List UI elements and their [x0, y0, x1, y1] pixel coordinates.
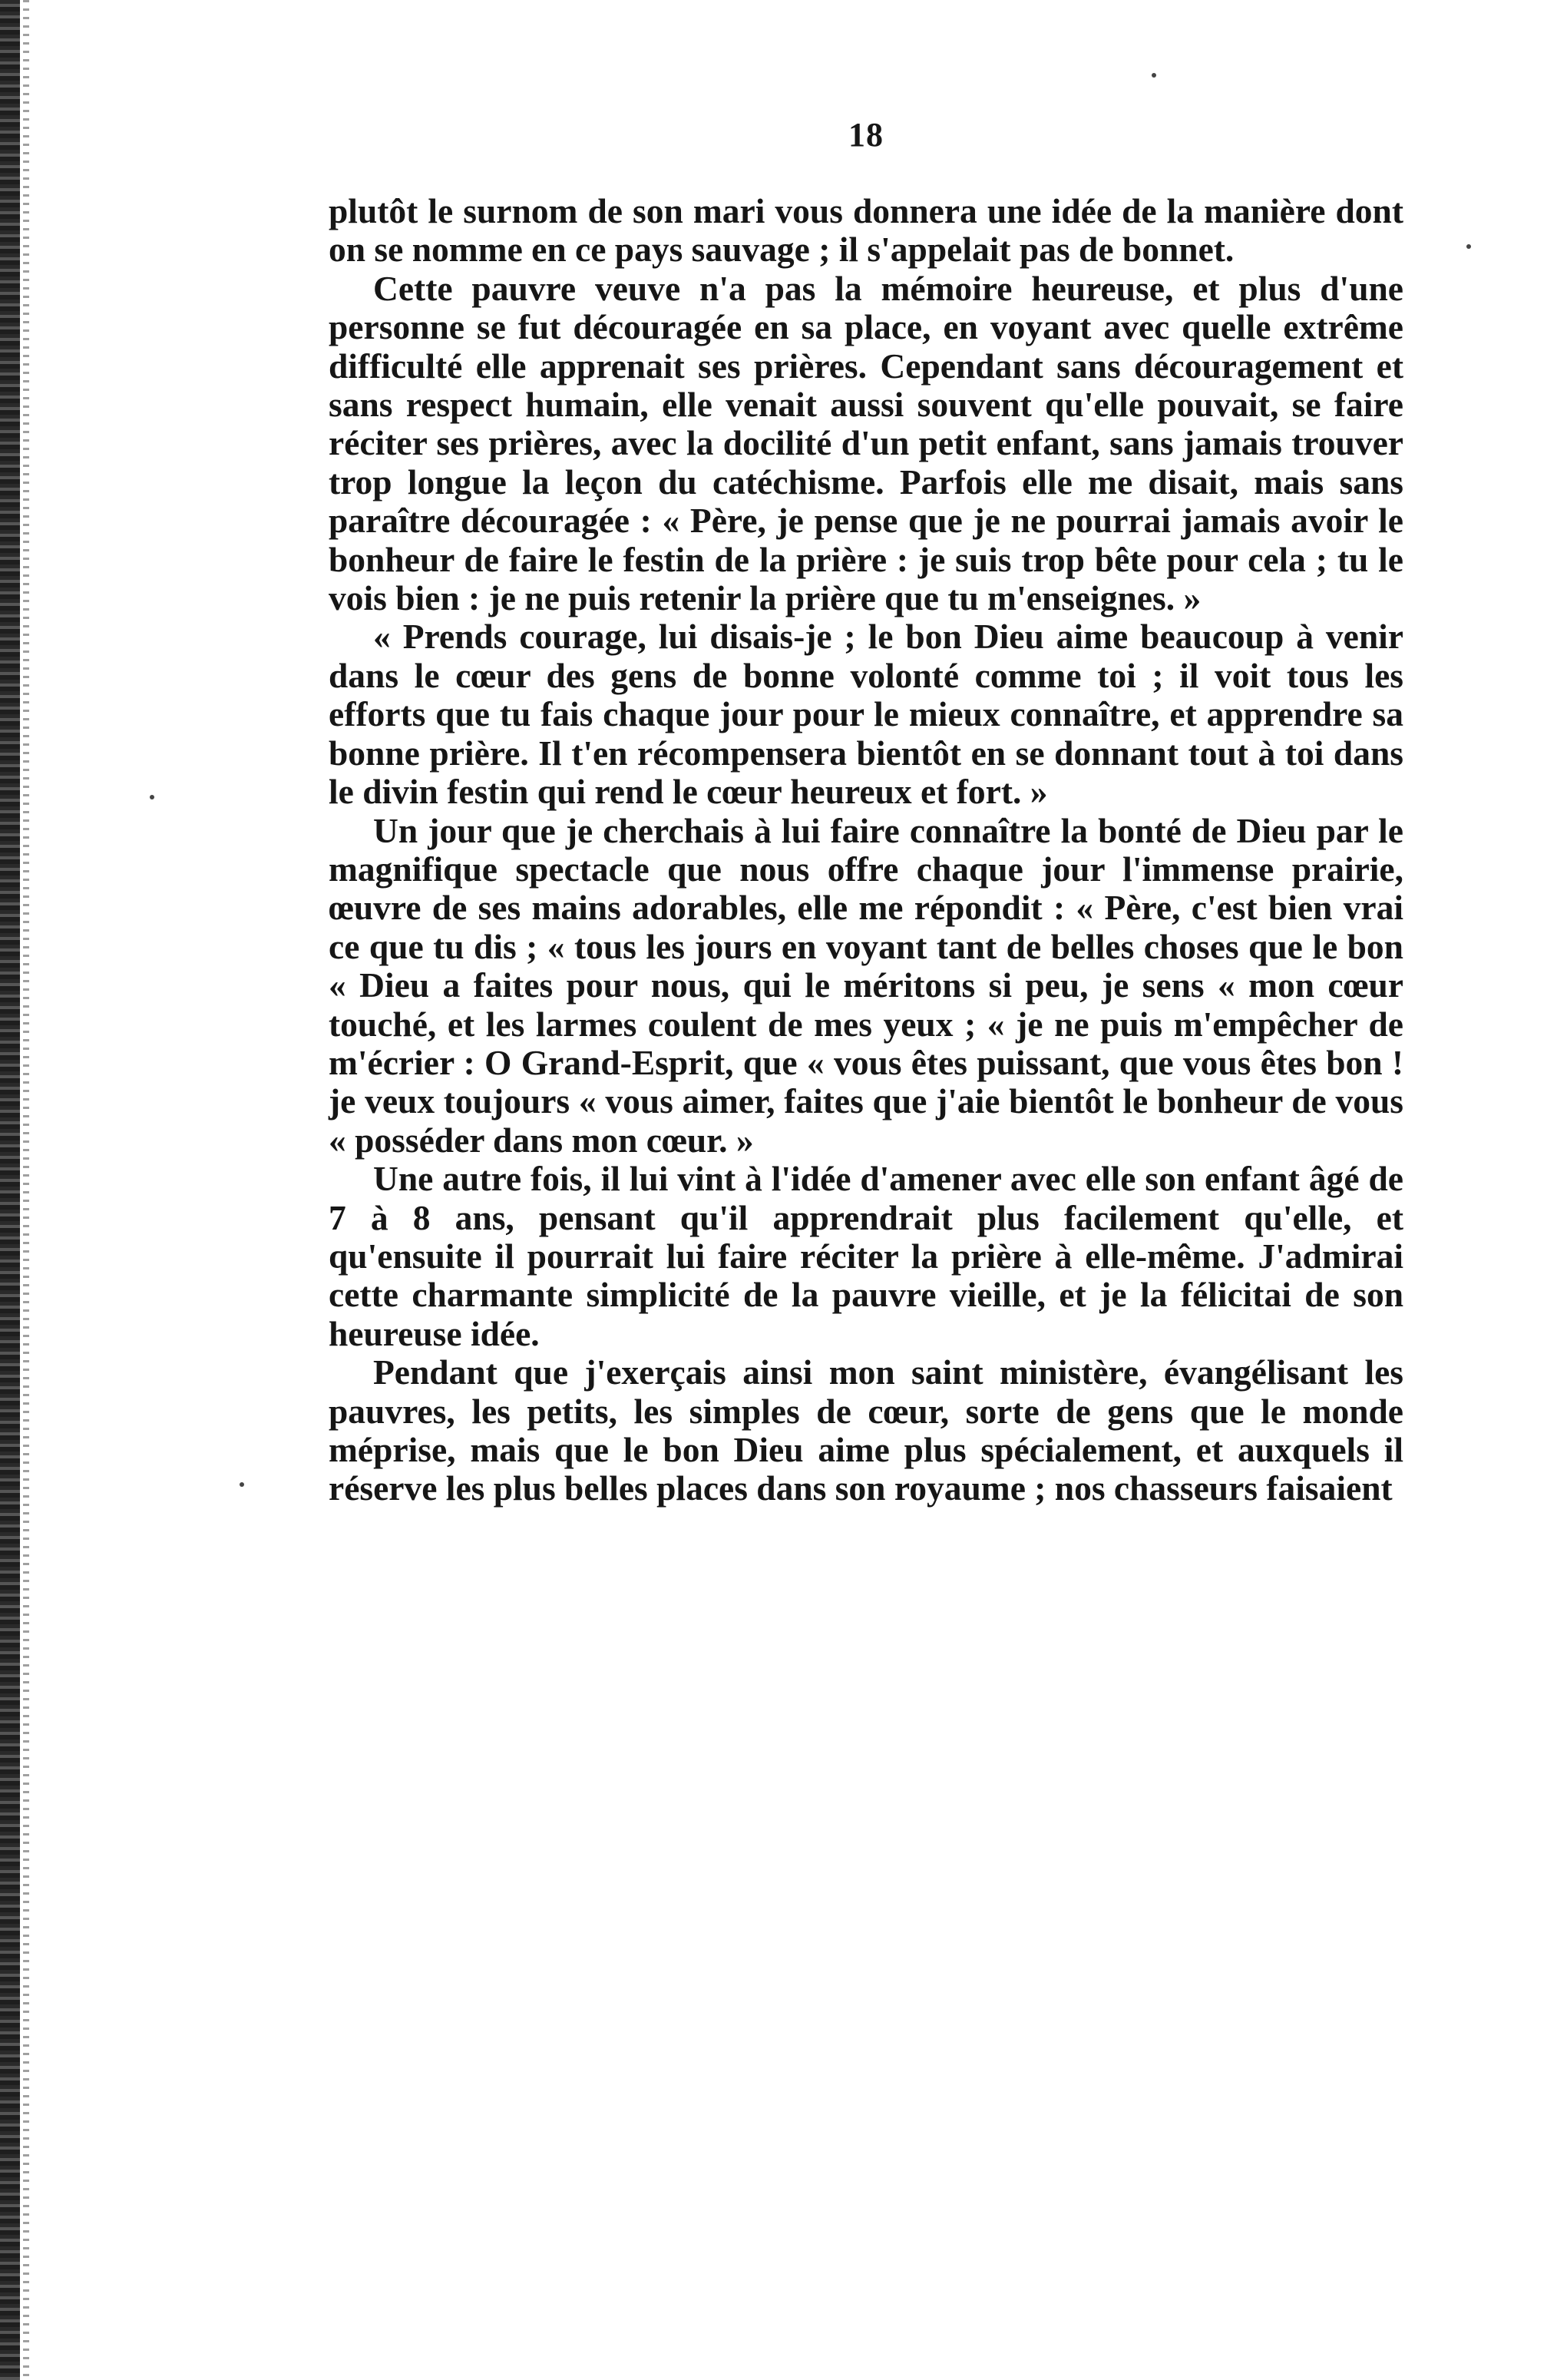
print-speck — [150, 795, 154, 799]
print-speck — [1466, 244, 1471, 249]
body-text — [329, 192, 1403, 1508]
print-speck — [1152, 73, 1156, 78]
print-speck — [240, 1482, 244, 1487]
paragraph-5: Une autre fois, il lui vint à l'idée d'amener avec elle son enfant âgé de 7 à 8 ans, pensant qu'il apprendrait plus facilement qu'elle, et qu'ensuite il pourrait lui faire réciter la prière à elle-même. J'admirai cette charmante simplicité de la pauvre vieille, et je la félicitai de son heureuse idée. — [329, 1159, 1403, 1353]
page-number: 18 — [848, 116, 884, 154]
paragraph-2: Cette pauvre veuve n'a pas la mémoire heureuse, et plus d'une personne se fut découragée en sa place, en voyant avec quelle extrême difficulté elle apprenait ses prières. Cependant sans découragement et sans respect humain, elle venait aussi souvent qu'elle pouvait, se faire réciter ses prières, avec la docilité d'un petit enfant, sans jamais trouver trop longue la leçon du catéchisme. Parfois elle me disait, mais sans paraître découragée : « Père, je pense que je ne pourrai jamais avoir le bonheur de faire le festin de la prière : je suis trop bête pour cela ; tu le vois bien : je ne puis retenir la prière que tu m'enseignes. » — [329, 268, 1403, 618]
paragraph-1: plutôt le surnom de son mari vous donnera une idée de la manière dont on se nomme en ce pays sauvage ; il s'appelait pas de bonnet. — [329, 191, 1403, 270]
binding-edge — [0, 0, 20, 2380]
paragraph-4: Un jour que je cherchais à lui faire connaître la bonté de Dieu par le magnifique spectacle que nous offre chaque jour l'immense prairie, œuvre de ses mains adorables, elle me répondit : « Père, c'est bien vrai ce que tu dis ; « tous les jours en voyant tant de belles choses que le bon « Dieu a faites pour nous, qui le méritons si peu, je sens « mon cœur touché, et les larmes coulent de mes yeux ; « je ne puis m'empêcher de m'écrier : O Grand-Esprit, que « vous êtes puissant, que vous êtes bon ! je veux toujours « vous aimer, faites que j'aie bientôt le bonheur de vous « posséder dans mon cœur. » — [329, 810, 1403, 1160]
paragraph-3: « Prends courage, lui disais-je ; le bon Dieu aime beaucoup à venir dans le cœur des gens de bonne volonté comme toi ; il voit tous les efforts que tu fais chaque jour pour le mieux connaître, et apprendre sa bonne prière. Il t'en récompensera bientôt en se donnant tout à toi dans le divin festin qui rend le cœur heureux et fort. » — [329, 617, 1403, 812]
paragraph-6: Pendant que j'exerçais ainsi mon saint ministère, évangélisant les pauvres, les petits, les simples de cœur, sorte de gens que le monde méprise, mais que le bon Dieu aime plus spécialement, et auxquels il réserve les plus belles places dans son royaume ; nos chasseurs faisaient — [329, 1352, 1403, 1508]
binding-edge-shadow — [23, 0, 29, 2380]
